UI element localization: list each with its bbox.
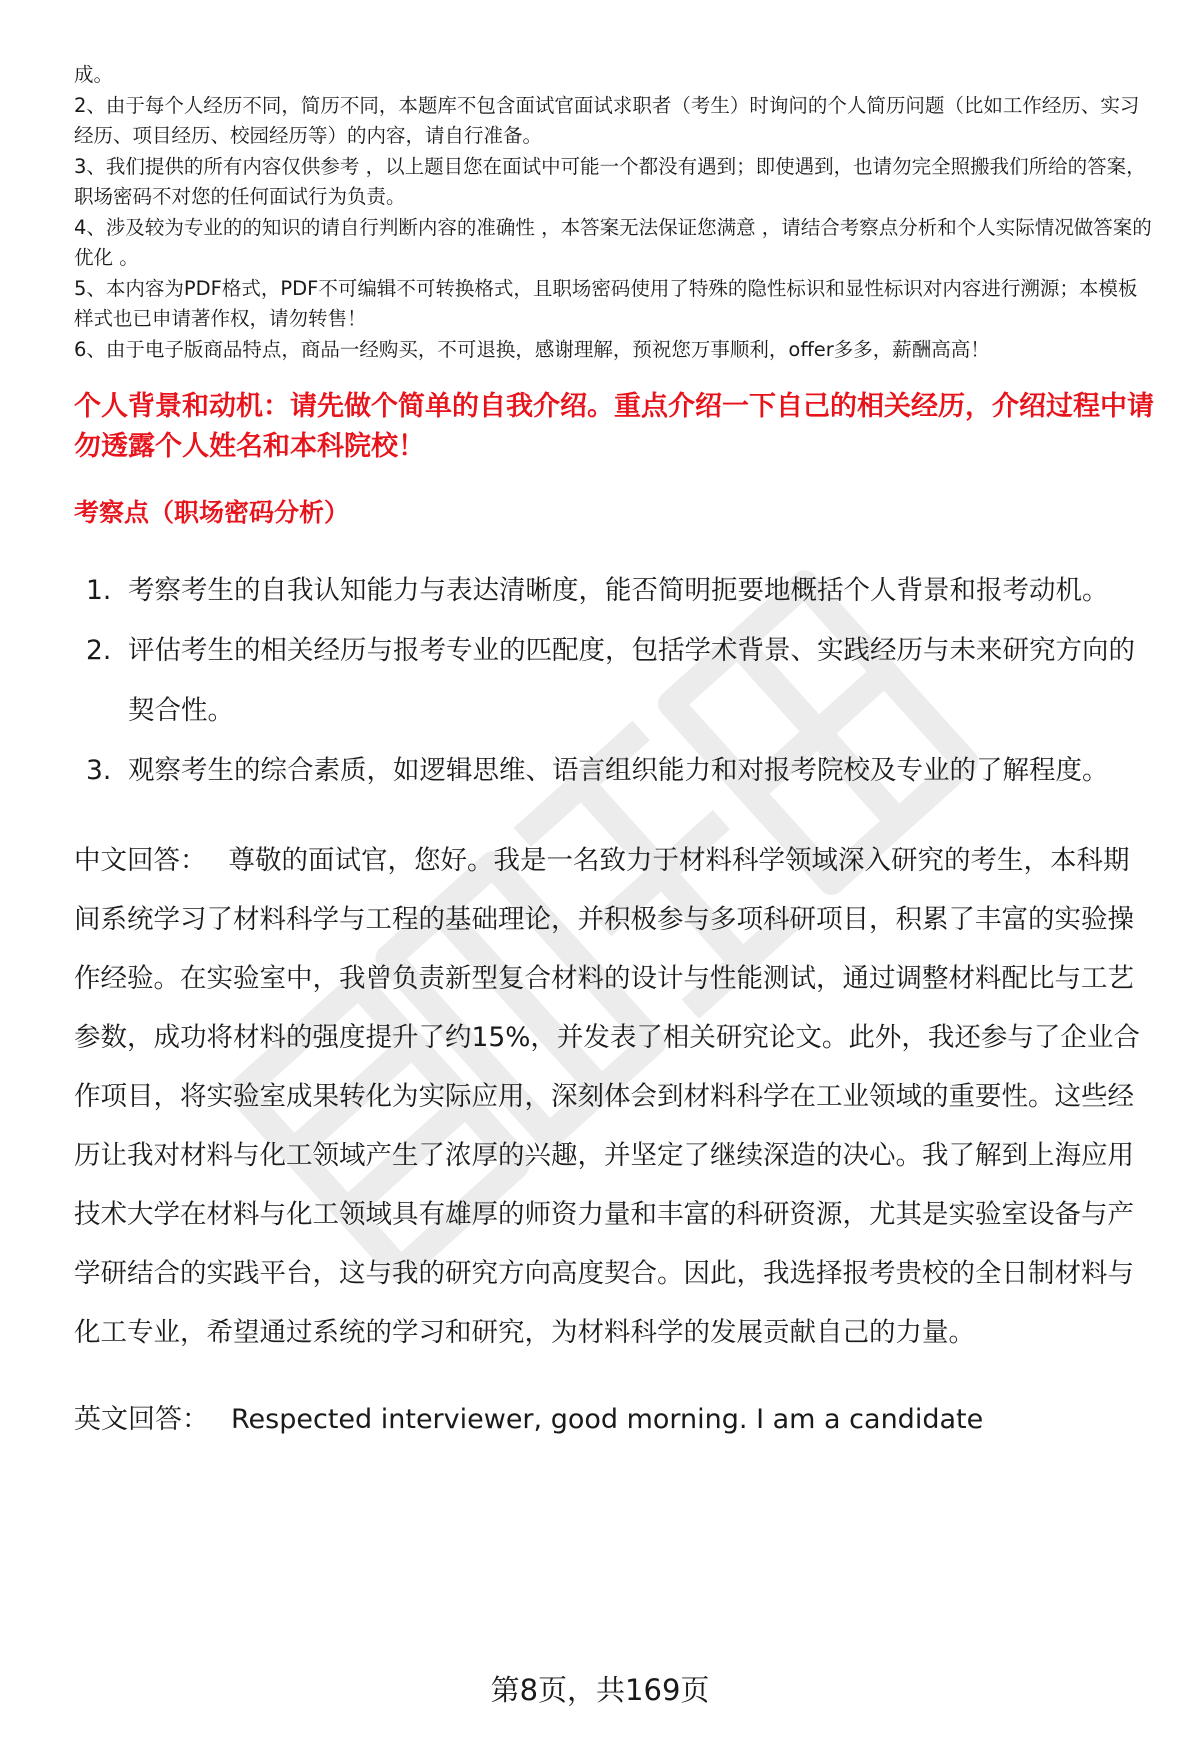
point-text: 考察考生的自我认知能力与表达清晰度，能否简明扼要地概括个人背景和报考动机。 [128, 575, 1109, 606]
page-footer: 第8页，共169页 [490, 1673, 710, 1707]
note-line: 6、由于电子版商品特点，商品一经购买，不可退换，感谢理解，预祝您万事顺利，offer多多，薪酬高高！ [74, 337, 990, 361]
analysis-point [74, 561, 1154, 621]
note-line: 3、我们提供的所有内容仅供参考 ，以上题目您在面试中可能一个都没有遇到；即使遇到，也请勿完全照搬我们所给的答案，职场密码不对您的任何面试行为负责。 [74, 154, 1146, 208]
note-line: 5、本内容为PDF格式，PDF不可编辑不可转换格式，且职场密码使用了特殊的隐性标识和显性标识对内容进行溯源；本模板样式也已申请著作权，请勿转售！ [74, 276, 1138, 330]
english-answer [74, 1390, 1154, 1449]
english-answer-label: 英文回答： [74, 1404, 209, 1435]
analysis-points [74, 561, 1154, 801]
notes-block [74, 60, 1154, 365]
analysis-point [74, 621, 1154, 741]
note-line: 成。 [74, 63, 114, 86]
analysis-heading: 考察点（职场密码分析） [74, 498, 350, 527]
chinese-answer-text: 尊敬的面试官，您好。我是一名致力于材料科学领域深入研究的考生，本科期间系统学习了材料科学与工程的基础理论，并积极参与多项科研项目，积累了丰富的实验操作经验。在实验室中，我曾负责新型复合材料的设计与性能测试，通过调整材料配比与工艺参数，成功将材料的强度提升了约15%，并发表了相关研究论文。此外，我还参与了企业合作项目，将实验室成果转化为实际应用，深刻体会到材料科学在工业领域的重要性。这些经历让我对材料与化工领域产生了浓厚的兴趣，并坚定了继续深造的决心。我了解到上海应用技术大学在材料与化工领域具有雄厚的师资力量和丰富的科研资源，尤其是实验室设备与产学研结合的实践平台，这与我的研究方向高度契合。因此，我选择报考贵校的全日制材料与化工专业，希望通过系统的学习和研究，为材料科学的发展贡献自己的力量。 [74, 845, 1140, 1348]
analysis-point [74, 741, 1154, 801]
point-number: 3. [86, 755, 112, 786]
point-number: 2. [86, 635, 112, 666]
chinese-answer-label: 中文回答： [74, 845, 207, 876]
point-text: 评估考生的相关经历与报考专业的匹配度，包括学术背景、实践经历与未来研究方向的契合性。 [128, 635, 1135, 726]
document-content [74, 60, 1154, 1449]
note-line: 4、涉及较为专业的的知识的请自行判断内容的准确性 ，本答案无法保证您满意 ，请结合考察点分析和个人实际情况做答案的优化 。 [74, 215, 1152, 269]
chinese-answer [74, 831, 1154, 1362]
point-text: 观察考生的综合素质，如逻辑思维、语言组织能力和对报考院校及专业的了解程度。 [128, 755, 1109, 786]
english-answer-text: Respected interviewer, good morning. I am a candidate [231, 1404, 984, 1435]
note-line: 2、由于每个人经历不同，简历不同，本题库不包含面试官面试求职者（考生）时询问的个人简历问题（比如工作经历、实习经历、项目经历、校园经历等）的内容，请自行准备。 [74, 93, 1140, 147]
question-heading: 个人背景和动机：请先做个简单的自我介绍。重点介绍一下自己的相关经历，介绍过程中请勿透露个人姓名和本科院校！ [74, 391, 1154, 462]
point-number: 1. [86, 575, 112, 606]
